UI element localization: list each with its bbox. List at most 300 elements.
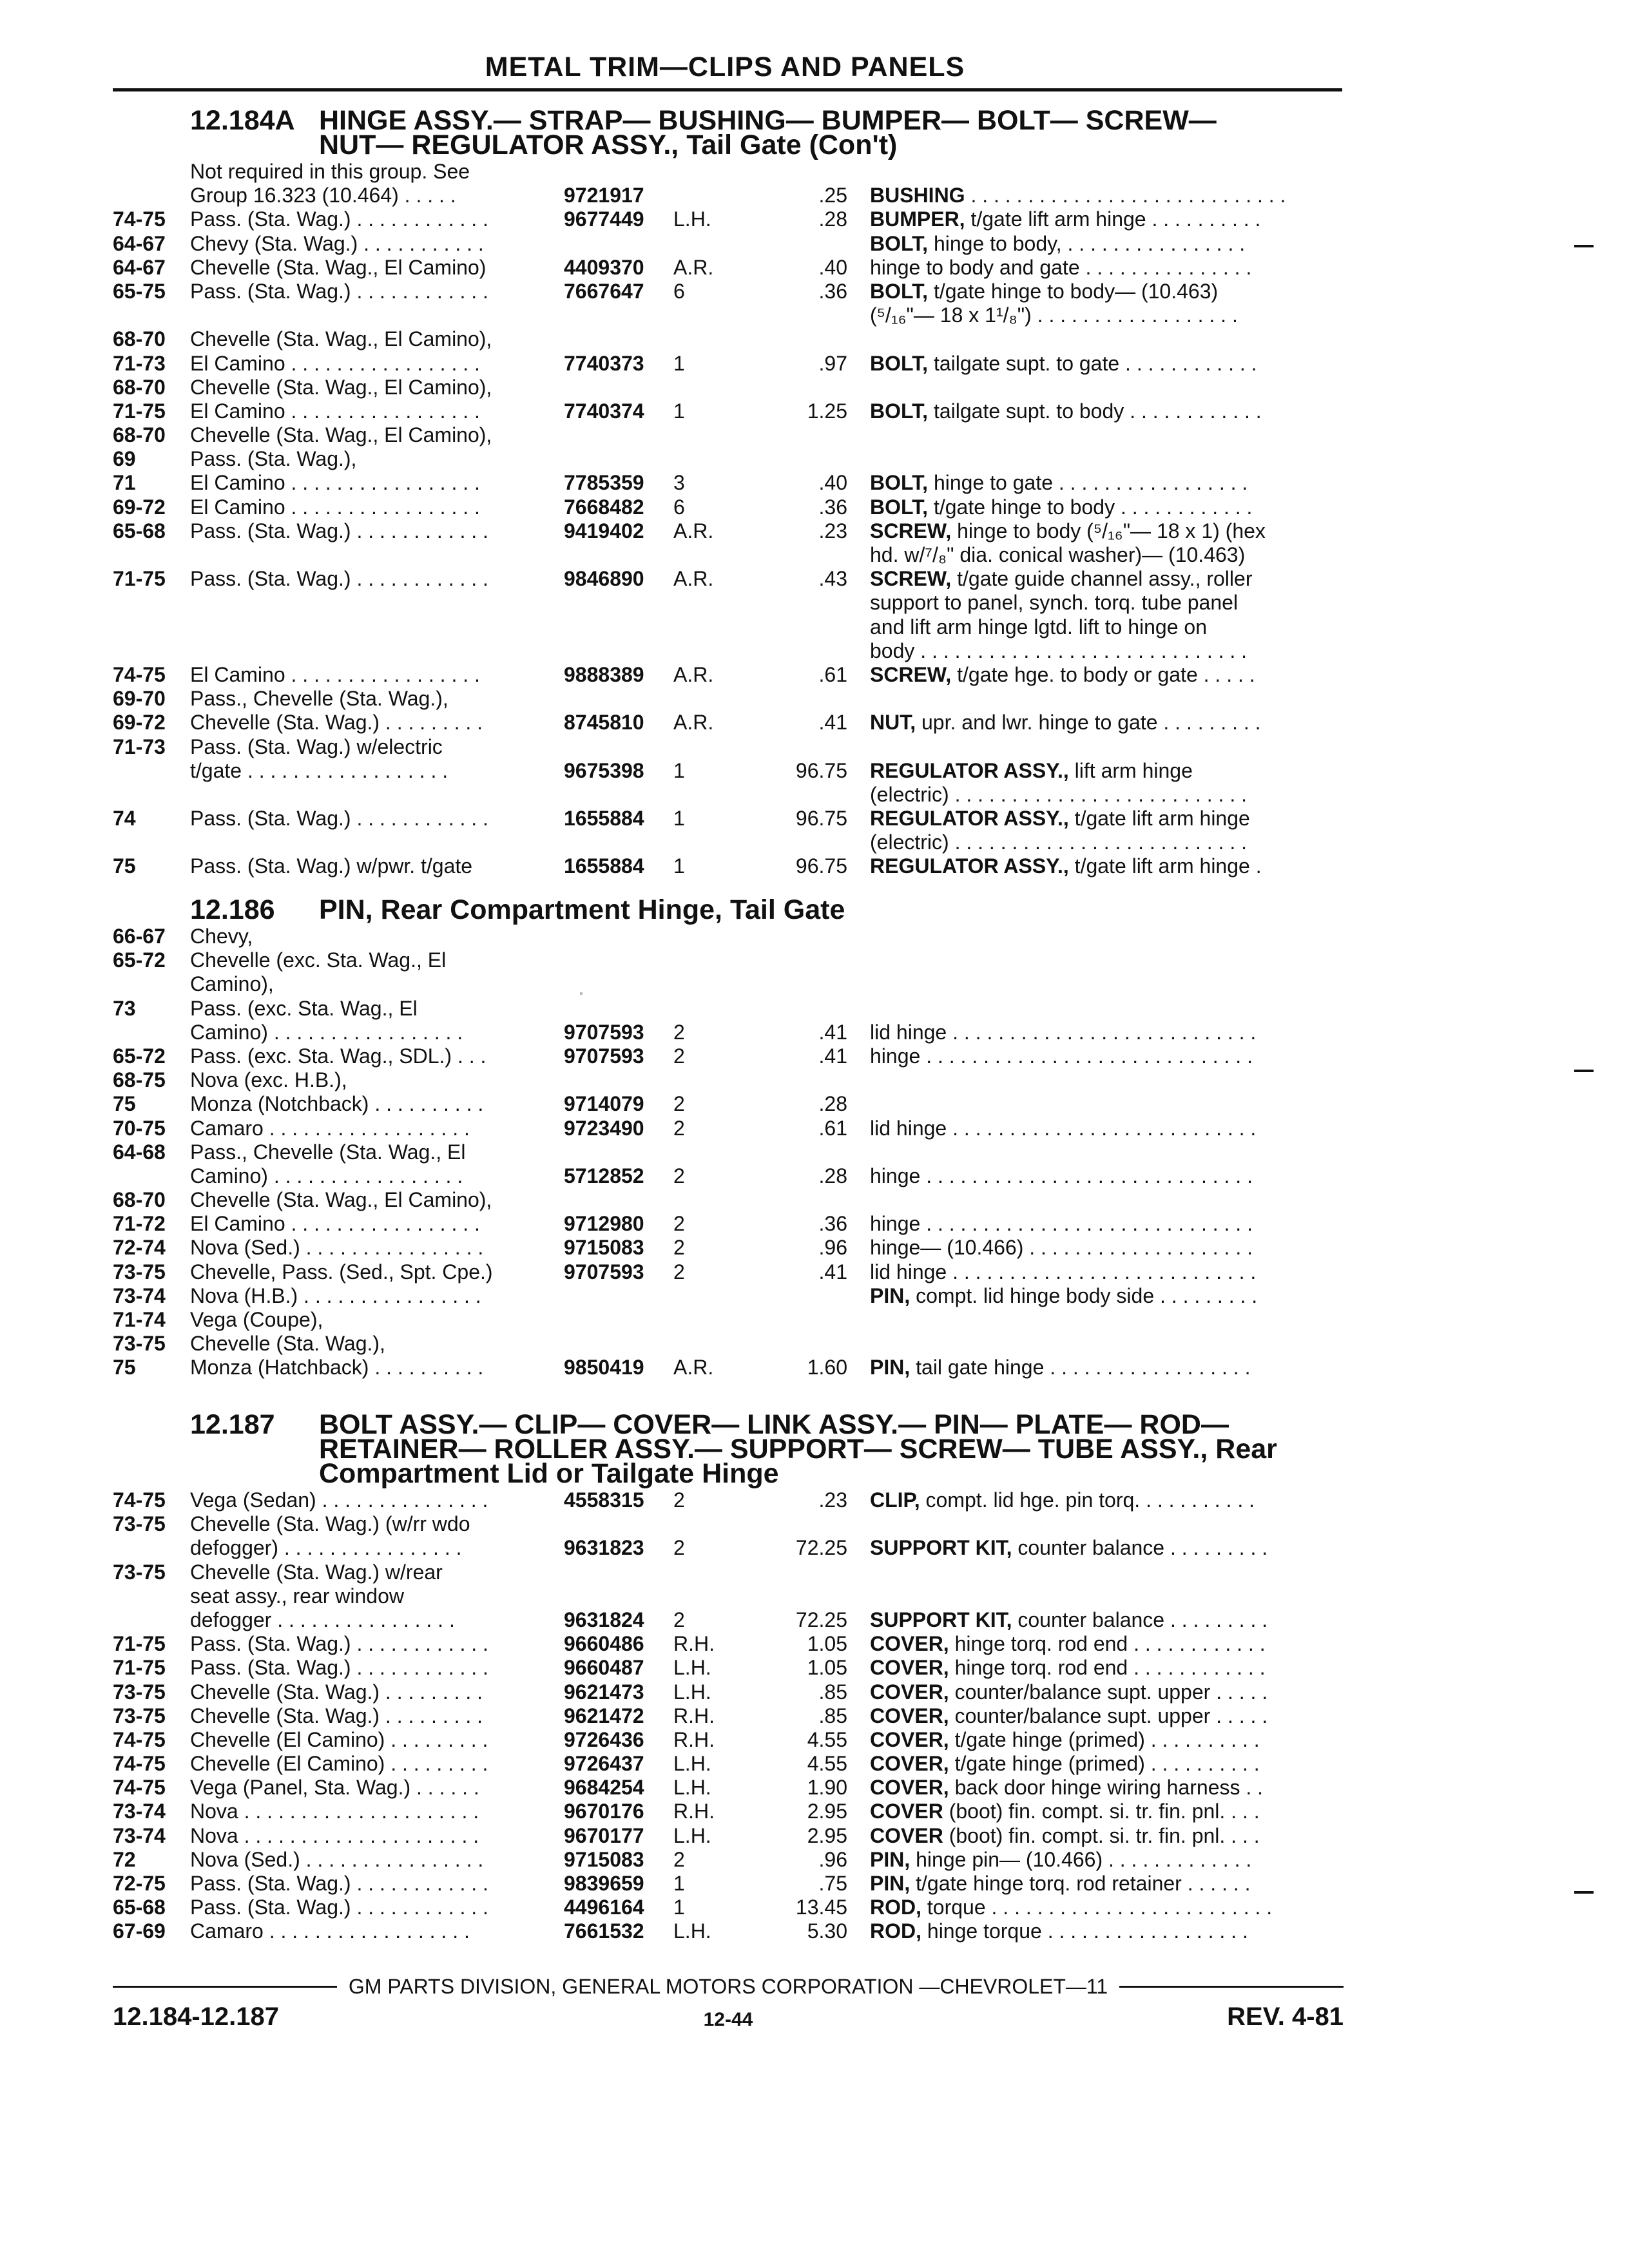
description-part-name: PIN,	[870, 1872, 911, 1895]
year-range: 68-70	[113, 1188, 166, 1212]
part-number: 9715083	[564, 1236, 644, 1260]
quantity: 2	[673, 1212, 685, 1236]
year-range: 72	[113, 1847, 136, 1871]
model: Camino),	[190, 972, 274, 996]
part-number: 9660487	[564, 1656, 644, 1680]
price: .41	[818, 1260, 847, 1283]
model: Pass. (Sta. Wag.),	[190, 447, 357, 471]
year-range: 74-75	[113, 662, 166, 686]
description	[870, 352, 1347, 376]
price: .85	[818, 1704, 847, 1727]
year-range: 68-70	[113, 375, 166, 399]
description-text: (⁵/₁₆"— 18 x 1¹/₈") . . . . . . . . . . . . . . . . . .	[870, 303, 1238, 327]
description-part-name: BOLT,	[870, 279, 929, 303]
model: El Camino . . . . . . . . . . . . . . . . .	[190, 1212, 480, 1236]
description	[870, 1656, 1347, 1680]
description	[870, 1848, 1347, 1872]
part-number: 9723490	[564, 1116, 644, 1140]
description-part-name: COVER,	[870, 1680, 949, 1704]
year-range: 74-75	[113, 1727, 166, 1751]
description	[870, 567, 1347, 591]
year-range: 68-70	[113, 423, 166, 447]
quantity: R.H.	[673, 1704, 715, 1727]
year-range: 74-75	[113, 1752, 166, 1776]
description-text: tailgate supt. to gate . . . . . . . . . . . .	[928, 351, 1257, 375]
model: Chevelle, Pass. (Sed., Spt. Cpe.)	[190, 1260, 493, 1283]
year-range: 71-74	[113, 1308, 166, 1331]
section-title-line1: BOLT ASSY.— CLIP— COVER— LINK ASSY.— PIN— PLATE— ROD—	[319, 1409, 1229, 1440]
model: Pass. (exc. Sta. Wag., SDL.) . . .	[190, 1044, 487, 1068]
part-number: 7661532	[564, 1919, 644, 1943]
table-row	[113, 711, 1344, 735]
price: .25	[818, 184, 847, 207]
table-row	[113, 663, 1344, 687]
description	[870, 232, 1347, 256]
table-row	[113, 639, 1344, 663]
description	[870, 1164, 1347, 1188]
description-text: counter/balance supt. upper . . . . .	[949, 1704, 1268, 1727]
part-number: 9660486	[564, 1632, 644, 1656]
footer-revision: REV. 4-81	[1227, 2003, 1344, 2031]
description-text: hinge to body and gate . . . . . . . . . . . . . . .	[870, 255, 1252, 279]
part-number: 7667647	[564, 279, 644, 303]
description-text: hinge to body, . . . . . . . . . . . . . . . .	[928, 231, 1246, 255]
quantity: 1	[673, 351, 685, 375]
quantity: L.H.	[673, 1680, 711, 1704]
quantity: 1	[673, 1896, 685, 1919]
model: Chevelle (exc. Sta. Wag., El	[190, 948, 447, 972]
part-number: 9670177	[564, 1823, 644, 1847]
description-part-name: REGULATOR ASSY.,	[870, 854, 1069, 878]
part-number: 9677449	[564, 207, 644, 231]
quantity: 2	[673, 1020, 685, 1044]
price: .28	[818, 1164, 847, 1187]
table-row	[113, 1728, 1344, 1752]
price: 96.75	[795, 807, 847, 831]
description	[870, 1021, 1347, 1044]
table-row	[113, 567, 1344, 591]
table-row	[113, 160, 1344, 184]
quantity: R.H.	[673, 1800, 715, 1823]
table-row	[113, 783, 1344, 807]
description	[870, 1488, 1347, 1512]
page-footer	[113, 1975, 1344, 2035]
description-text: counter/balance supt. upper . . . . .	[949, 1680, 1268, 1704]
part-number: 9726436	[564, 1727, 644, 1751]
model: Pass. (Sta. Wag.) w/electric	[190, 735, 443, 758]
quantity: R.H.	[673, 1632, 715, 1656]
description-part-name: BOLT,	[870, 399, 929, 423]
table-row	[113, 1308, 1344, 1332]
quantity: 1	[673, 758, 685, 782]
description-text: lid hinge . . . . . . . . . . . . . . . . . . . . . . . . . . .	[870, 1116, 1257, 1140]
table-row	[113, 1044, 1344, 1068]
year-range: 65-75	[113, 279, 166, 303]
description	[870, 1117, 1347, 1140]
description-part-name: COVER	[870, 1800, 943, 1823]
description-part-name: COVER,	[870, 1704, 949, 1727]
table-row	[113, 1021, 1344, 1044]
table-row	[113, 1212, 1344, 1236]
price: .23	[818, 519, 847, 543]
description-text: counter balance . . . . . . . . .	[1012, 1608, 1268, 1631]
part-number: 4558315	[564, 1488, 644, 1512]
description	[870, 663, 1347, 687]
description-text: compt. lid hge. pin torq. . . . . . . . . . .	[920, 1488, 1255, 1512]
part-number: 7785359	[564, 471, 644, 495]
description-text: t/gate lift arm hinge	[1068, 807, 1250, 831]
part-number: 9684254	[564, 1776, 644, 1800]
price: 4.55	[807, 1752, 847, 1776]
model: El Camino . . . . . . . . . . . . . . . . .	[190, 471, 480, 495]
description-text: hinge to gate . . . . . . . . . . . . . . . . .	[928, 471, 1248, 495]
part-number: 9721917	[564, 184, 644, 207]
table-row	[113, 184, 1344, 207]
year-range: 68-75	[113, 1068, 166, 1092]
table-row	[113, 471, 1344, 495]
part-number: 9714079	[564, 1092, 644, 1116]
description-text: torque . . . . . . . . . . . . . . . . . . . . . . . . .	[921, 1896, 1273, 1919]
description-part-name: BUMPER,	[870, 207, 965, 231]
description	[870, 1632, 1347, 1656]
quantity: 2	[673, 1536, 685, 1560]
table-row	[113, 1260, 1344, 1284]
description-text: hinge . . . . . . . . . . . . . . . . . . . . . . . . . . . . .	[870, 1164, 1253, 1187]
margin-mark	[1574, 245, 1594, 247]
quantity: L.H.	[673, 1776, 711, 1800]
description-text: t/gate hge. to body or gate . . . . .	[951, 662, 1255, 686]
price: 1.60	[807, 1356, 847, 1379]
description	[870, 1872, 1347, 1896]
section-heading	[190, 1409, 1344, 1489]
description	[870, 1680, 1347, 1704]
description-part-name: REGULATOR ASSY.,	[870, 758, 1069, 782]
part-number: 9846890	[564, 567, 644, 591]
table-row	[113, 1092, 1344, 1116]
description-part-name: SUPPORT KIT,	[870, 1536, 1012, 1560]
year-range: 75	[113, 1356, 136, 1379]
section-title-line1: HINGE ASSY.— STRAP— BUSHING— BUMPER— BOLT— SCREW—	[319, 105, 1217, 136]
table-row	[113, 759, 1344, 783]
price: 72.25	[795, 1536, 847, 1560]
table-row	[113, 1848, 1344, 1872]
quantity: 3	[673, 471, 685, 495]
quantity: 6	[673, 495, 685, 519]
quantity: 2	[673, 1044, 685, 1068]
description	[870, 615, 1347, 639]
part-number: 4496164	[564, 1896, 644, 1919]
price: .41	[818, 711, 847, 735]
description-text: (boot) fin. compt. si. tr. fin. pnl. . . .	[943, 1800, 1260, 1823]
description-part-name: COVER,	[870, 1727, 949, 1751]
parts-table	[113, 160, 1344, 879]
quantity: 2	[673, 1164, 685, 1187]
table-row	[113, 519, 1344, 543]
margin-mark	[1574, 1070, 1594, 1072]
description-text: t/gate hinge (primed) . . . . . . . . . .	[949, 1752, 1260, 1776]
model: Chevelle (Sta. Wag.),	[190, 1332, 385, 1356]
description	[870, 1800, 1347, 1823]
year-range: 71-75	[113, 1632, 166, 1656]
table-row	[113, 1332, 1344, 1356]
description	[870, 1608, 1347, 1632]
model: El Camino . . . . . . . . . . . . . . . . .	[190, 399, 480, 423]
price: .41	[818, 1044, 847, 1068]
section-12-186	[113, 894, 1344, 1380]
model: Chevelle (El Camino) . . . . . . . . .	[190, 1752, 488, 1776]
table-row	[113, 1561, 1344, 1584]
price: 96.75	[795, 854, 847, 878]
year-range: 69-72	[113, 495, 166, 519]
description-text: lift arm hinge	[1068, 758, 1193, 782]
price: .40	[818, 255, 847, 279]
table-row	[113, 1140, 1344, 1164]
section-title-line2: NUT— REGULATOR ASSY., Tail Gate (Con't)	[319, 130, 898, 160]
description-part-name: PIN,	[870, 1356, 911, 1379]
quantity: A.R.	[673, 255, 714, 279]
model: Pass. (Sta. Wag.) . . . . . . . . . . . .	[190, 1872, 488, 1895]
table-row	[113, 256, 1344, 280]
table-row	[113, 1512, 1344, 1536]
model: Nova (exc. H.B.),	[190, 1068, 347, 1092]
description	[870, 1212, 1347, 1236]
year-range: 72-74	[113, 1236, 166, 1260]
description-text: (boot) fin. compt. si. tr. fin. pnl. . . .	[943, 1823, 1260, 1847]
year-range: 71-75	[113, 399, 166, 423]
model: Camaro . . . . . . . . . . . . . . . . . .	[190, 1919, 470, 1943]
price: .23	[818, 1488, 847, 1512]
table-row	[113, 1776, 1344, 1800]
section-title-line2: RETAINER— ROLLER ASSY.— SUPPORT— SCREW— TUBE ASSY., Rear	[319, 1434, 1277, 1465]
description-text: t/gate hinge torq. rod retainer . . . . . .	[910, 1872, 1251, 1895]
part-number: 9726437	[564, 1752, 644, 1776]
description-part-name: BOLT,	[870, 351, 929, 375]
model: Chevelle (Sta. Wag., El Camino),	[190, 423, 492, 447]
price: .36	[818, 495, 847, 519]
footer-rule-left	[113, 1986, 337, 1988]
footer-page-number: 12-44	[703, 2009, 753, 2030]
description-part-name: SCREW,	[870, 567, 952, 591]
price: 2.95	[807, 1800, 847, 1823]
footer-group-range: 12.184-12.187	[113, 2003, 280, 2031]
table-row	[113, 1752, 1344, 1776]
description	[870, 1728, 1347, 1752]
table-row	[113, 352, 1344, 376]
description	[870, 1776, 1347, 1800]
table-row	[113, 972, 1344, 996]
price: 2.95	[807, 1823, 847, 1847]
price: .96	[818, 1847, 847, 1871]
table-row	[113, 303, 1344, 327]
description	[870, 1260, 1347, 1284]
year-range: 71	[113, 471, 136, 495]
quantity: 6	[673, 279, 685, 303]
year-range: 73-74	[113, 1283, 166, 1307]
year-range: 75	[113, 854, 136, 878]
description-text: lid hinge . . . . . . . . . . . . . . . . . . . . . . . . . . .	[870, 1020, 1257, 1044]
year-range: 69	[113, 447, 136, 471]
table-row	[113, 1236, 1344, 1260]
description-part-name: NUT,	[870, 711, 916, 735]
model: Camaro . . . . . . . . . . . . . . . . . .	[190, 1116, 470, 1140]
year-range: 73	[113, 996, 136, 1020]
year-range: 66-67	[113, 925, 166, 948]
description-text: (electric) . . . . . . . . . . . . . . . . . . . . . . . . . .	[870, 782, 1247, 806]
description-text: hinge— (10.466) . . . . . . . . . . . . . . . . . . . .	[870, 1236, 1253, 1260]
model: Pass. (Sta. Wag.) . . . . . . . . . . . .	[190, 1656, 488, 1680]
quantity: 2	[673, 1488, 685, 1512]
quantity: 1	[673, 807, 685, 831]
year-range: 74	[113, 807, 136, 831]
quantity: 1	[673, 1872, 685, 1895]
description-part-name: COVER	[870, 1823, 943, 1847]
section-number: 12.184A	[190, 105, 295, 136]
part-number: 9670176	[564, 1800, 644, 1823]
year-range: 65-68	[113, 519, 166, 543]
description-text: counter balance . . . . . . . . .	[1012, 1536, 1268, 1560]
model: Nova (H.B.) . . . . . . . . . . . . . . . .	[190, 1283, 481, 1307]
table-row	[113, 423, 1344, 447]
description-part-name: BUSHING	[870, 184, 965, 207]
price: .36	[818, 1212, 847, 1236]
parts-table	[113, 925, 1344, 1380]
table-row	[113, 1536, 1344, 1560]
description	[870, 471, 1347, 495]
table-row	[113, 1896, 1344, 1919]
year-range: 73-74	[113, 1823, 166, 1847]
model: Group 16.323 (10.464) . . . . .	[190, 184, 456, 207]
table-row	[113, 280, 1344, 303]
description	[870, 495, 1347, 519]
quantity: 2	[673, 1260, 685, 1283]
table-row	[113, 1608, 1344, 1632]
part-number: 4409370	[564, 255, 644, 279]
table-row	[113, 376, 1344, 399]
model: Nova . . . . . . . . . . . . . . . . . . . . .	[190, 1800, 479, 1823]
description-text: back door hinge wiring harness . .	[949, 1776, 1264, 1800]
part-number: 9675398	[564, 758, 644, 782]
description-part-name: PIN,	[870, 1847, 911, 1871]
description-part-name: ROD,	[870, 1896, 921, 1919]
description-text: t/gate lift arm hinge .	[1068, 854, 1262, 878]
model: Vega (Sedan) . . . . . . . . . . . . . . .	[190, 1488, 488, 1512]
description-text: . . . . . . . . . . . . . . . . . . . . . . . . . . . .	[965, 184, 1286, 207]
model: Vega (Coupe),	[190, 1308, 323, 1331]
part-number: 5712852	[564, 1164, 644, 1187]
description-text: tailgate supt. to body . . . . . . . . . . . .	[928, 399, 1262, 423]
description-text: compt. lid hinge body side . . . . . . . . .	[910, 1283, 1258, 1307]
table-row	[113, 831, 1344, 854]
model: Pass. (Sta. Wag.) w/pwr. t/gate	[190, 854, 473, 878]
description	[870, 807, 1347, 831]
model: t/gate . . . . . . . . . . . . . . . . . .	[190, 758, 448, 782]
quantity: 2	[673, 1236, 685, 1260]
description-text: upr. and lwr. hinge to gate . . . . . . . . .	[916, 711, 1261, 735]
quantity: 1	[673, 854, 685, 878]
year-range: 65-72	[113, 1044, 166, 1068]
table-row	[113, 232, 1344, 256]
description-part-name: SUPPORT KIT,	[870, 1608, 1012, 1631]
description	[870, 711, 1347, 735]
table-row	[113, 1872, 1344, 1896]
year-range: 68-70	[113, 327, 166, 351]
price: .75	[818, 1872, 847, 1895]
year-range: 70-75	[113, 1116, 166, 1140]
part-number: 1655884	[564, 854, 644, 878]
quantity: 2	[673, 1847, 685, 1871]
table-row	[113, 1919, 1344, 1943]
table-row	[113, 997, 1344, 1021]
model: Chevelle (Sta. Wag., El Camino),	[190, 327, 492, 351]
description-text: and lift arm hinge lgtd. lift to hinge on	[870, 615, 1207, 639]
year-range: 73-74	[113, 1800, 166, 1823]
table-row	[113, 1284, 1344, 1308]
price: .28	[818, 1092, 847, 1116]
quantity: A.R.	[673, 711, 714, 735]
year-range: 69-72	[113, 711, 166, 735]
part-number: 9621472	[564, 1704, 644, 1727]
model: Pass., Chevelle (Sta. Wag.),	[190, 687, 448, 711]
description-part-name: SCREW,	[870, 519, 952, 543]
description	[870, 783, 1347, 807]
model: Chevelle (Sta. Wag., El Camino),	[190, 375, 492, 399]
description	[870, 256, 1347, 280]
quantity: L.H.	[673, 1656, 711, 1680]
year-range: 73-75	[113, 1260, 166, 1283]
description	[870, 543, 1347, 567]
model: Pass. (Sta. Wag.) . . . . . . . . . . . .	[190, 567, 488, 591]
model: Vega (Panel, Sta. Wag.) . . . . . .	[190, 1776, 479, 1800]
part-number: 9419402	[564, 519, 644, 543]
quantity: L.H.	[673, 1752, 711, 1776]
description-part-name: COVER,	[870, 1776, 949, 1800]
section-number: 12.186	[190, 894, 275, 925]
table-row	[113, 925, 1344, 948]
part-number: 1655884	[564, 807, 644, 831]
quantity: 2	[673, 1092, 685, 1116]
section-number: 12.187	[190, 1409, 275, 1440]
table-row	[113, 207, 1344, 231]
description-part-name: COVER,	[870, 1656, 949, 1680]
model: Chevelle (El Camino) . . . . . . . . .	[190, 1727, 488, 1751]
year-range: 64-67	[113, 255, 166, 279]
description	[870, 759, 1347, 783]
description-part-name: BOLT,	[870, 471, 929, 495]
table-row	[113, 1188, 1344, 1212]
year-range: 73-75	[113, 1512, 166, 1536]
model: Chevelle (Sta. Wag.) . . . . . . . . .	[190, 1704, 483, 1727]
quantity: R.H.	[673, 1727, 715, 1751]
year-range: 73-75	[113, 1680, 166, 1704]
description-part-name: BOLT,	[870, 231, 929, 255]
description	[870, 639, 1347, 663]
price: .43	[818, 567, 847, 591]
description	[870, 1919, 1347, 1943]
description	[870, 399, 1347, 423]
description-text: hinge to body (⁵/₁₆"— 18 x 1) (hex	[951, 519, 1266, 543]
description-part-name: COVER,	[870, 1752, 949, 1776]
quantity: A.R.	[673, 662, 714, 686]
table-row	[113, 495, 1344, 519]
description-text: t/gate hinge to body . . . . . . . . . . . .	[928, 495, 1253, 519]
model: Chevelle (Sta. Wag.) w/rear	[190, 1560, 443, 1584]
part-number: 9631823	[564, 1536, 644, 1560]
model: Chevelle (Sta. Wag., El Camino),	[190, 1188, 492, 1212]
description-text: hinge torque . . . . . . . . . . . . . . . . . .	[921, 1919, 1248, 1943]
year-range: 64-68	[113, 1140, 166, 1164]
model: Chevy,	[190, 925, 253, 948]
description	[870, 1236, 1347, 1260]
